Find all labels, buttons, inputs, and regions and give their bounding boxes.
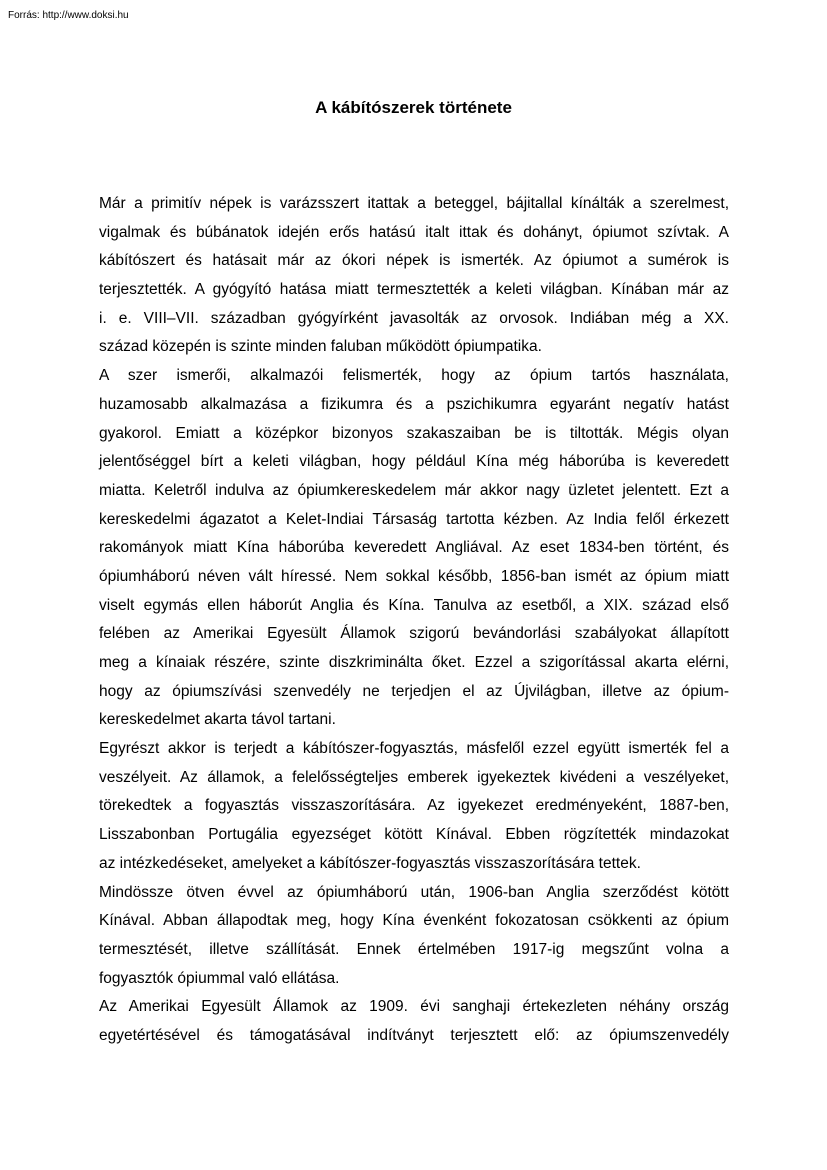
text-line: viselt egymás ellen háborút Anglia és Kína. Tanulva az esetből, a XIX. század első [99,596,729,614]
text-line: jelentőséggel bírt a keleti világban, hogy például Kína még háborúba is keveredett [99,453,729,471]
text-line: meg a kínaiak részére, szinte diszkriminálta őket. Ezzel a szigorítással akarta elérni, [99,654,729,671]
text-line: termesztését, illetve szállítását. Ennek értelmében 1917-ig megszűnt volna a [99,940,729,958]
text-line: Lisszabonban Portugália egyezséget kötött Kínával. Ebben rögzítették mindazokat [99,826,729,844]
text-line: Kínával. Abban állapodtak meg, hogy Kína évenként fokozatosan csökkenti az ópium [99,912,729,930]
text-line: törekedtek a fogyasztás visszaszorítására. Az igyekezet eredményeként, 1887-ben, [99,797,729,815]
text-line: veszélyeit. Az államok, a felelősségteljes emberek igyekeztek kivédeni a veszélyeket, [99,768,729,786]
text-line: az intézkedéseket, amelyeket a kábítószer-fogyasztás visszaszorítására tettek. [99,854,641,872]
text-line: huzamosabb alkalmazása a fizikumra és a pszichikumra egyaránt negatív hatást [99,395,729,413]
text-line: egyetértésével és támogatásával indítványt terjesztett elő: az ópiumszenvedély [99,1026,729,1044]
text-line: Már a primitív népek is varázsszert itattak a beteggel, bájitallal kínálták a szerelmest, [99,195,729,212]
text-line: miatta. Keletről indulva az ópiumkereskedelem már akkor nagy üzletet jelentett. Ezt a [99,481,729,499]
text-line: gyakorol. Emiatt a középkor bizonyos szakaszaiban be is tiltották. Mégis olyan [99,424,729,442]
text-line: A szer ismerői, alkalmazói felismerték, hogy az ópium tartós használata, [99,367,729,385]
text-line: kereskedelmet akarta távol tartani. [99,711,336,729]
text-line: felében az Amerikai Egyesült Államok szigorú bevándorlási szabályokat állapított [99,625,729,643]
text-line: rakományok miatt Kína háborúba keveredett Angliával. Az eset 1834-ben történt, és [99,539,729,557]
text-line: század közepén is szinte minden faluban működött ópiumpatika. [99,338,542,356]
text-line: hogy az ópiumszívási szenvedély ne terjedjen el az Újvilágban, illetve az ópium- [99,682,729,700]
text-line: kereskedelmi ágazatot a Kelet-Indiai Társaság tartotta kézben. Az India felől érkezett [99,510,729,528]
text-line: ópiumháború néven vált híressé. Nem sokkal később, 1856-ban ismét az ópium miatt [99,567,729,585]
text-line: i. e. VIII–VII. században gyógyírként javasolták az orvosok. Indiában még a XX. [99,309,729,327]
document-body [99,190,729,1051]
text-line: terjesztették. A gyógyító hatása miatt termesztették a keleti világban. Kínában már az [99,281,729,299]
source-note: Forrás: http://www.doksi.hu [8,10,129,21]
text-line: fogyasztók ópiummal való ellátása. [99,969,340,987]
text-line: kábítószert és hatásait már az ókori népek is ismerték. Az ópiumot a sumérok is [99,252,729,270]
text-line: Mindössze ötven évvel az ópiumháború után, 1906-ban Anglia szerződést kötött [99,883,729,901]
text-line: Az Amerikai Egyesült Államok az 1909. évi sanghaji értekezleten néhány ország [99,998,729,1016]
text-line: vigalmak és búbánatok idején erős hatású italt ittak és dohányt, ópiumot szívtak. A [99,223,729,241]
text-line: Egyrészt akkor is terjedt a kábítószer-fogyasztás, másfelől ezzel együtt ismerték fel a [99,740,729,758]
page-title: A kábítószerek története [315,98,512,117]
